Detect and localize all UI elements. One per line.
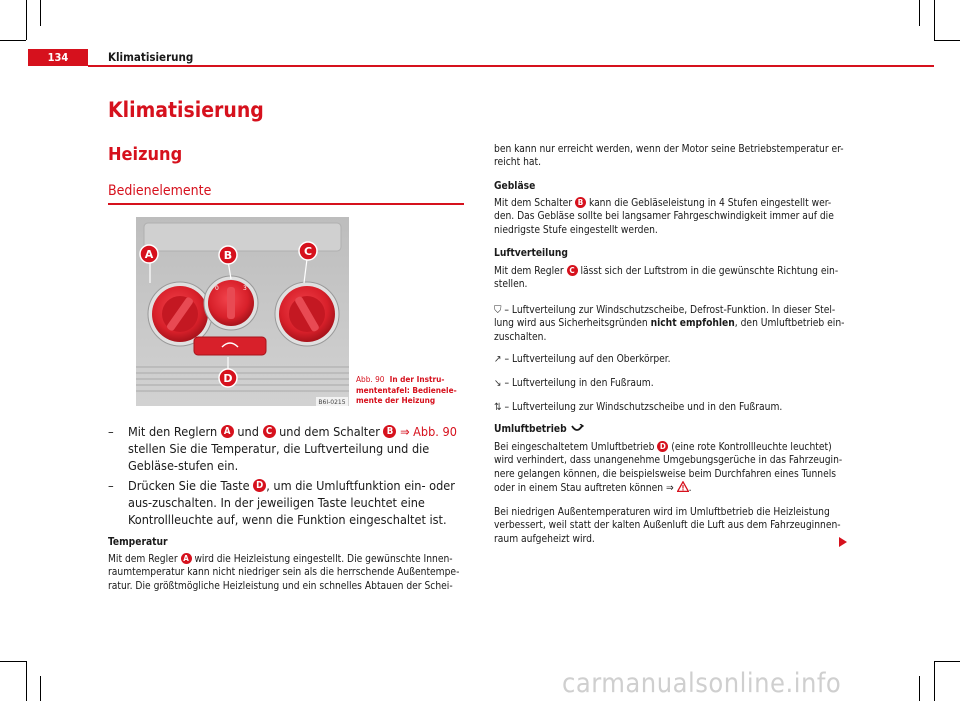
windshield-footwell-text: – Luftverteilung zur Windschutzscheibe und in den Fußraum. (504, 402, 783, 413)
letter-c-badge: C (263, 425, 276, 438)
bullet1-text: und (237, 424, 259, 439)
crop-mark (934, 0, 935, 40)
luftverteilung-paragraph (494, 265, 849, 292)
subsection-heading: Bedienelemente (108, 183, 212, 199)
crop-mark (919, 0, 920, 26)
crop-mark (0, 661, 26, 662)
callout-d-label: D (223, 372, 233, 385)
crop-mark (26, 661, 27, 701)
bullet1-text: stellen Sie die Temperatur, die Luftverteilung und die Gebläse-stufen ein. (128, 441, 430, 473)
recirculation-icon (570, 424, 584, 433)
letter-d-badge: D (253, 479, 266, 492)
crop-mark (934, 40, 960, 41)
umluft-heading (494, 424, 849, 435)
geblaese-paragraph (494, 197, 849, 237)
umluft-paragraph: Bei eingeschaltetem Umluftbetrieb D (eine rote Kontrollleuchte leuchtet) wird verhindert, dass unangenehme Umgebungsgerüche in das Fahrzeugin-nere gelangen können, die beispielsweise beim Durchfahren eines Tunnels oder in einem Stau auftreten können ⇒ . (494, 442, 843, 494)
upper-body-text: – Luftverteilung auf den Oberkörper. (504, 354, 671, 365)
bullet2-text: , um die Umluftfunktion ein- oder aus-zuschalten. In der jeweiligen Taste leuchtet eine Kontrollleuchte auf, wenn die Funktion eingeschaltet ist. (128, 478, 455, 527)
header-rule (88, 65, 934, 67)
luft-text: Mit dem Regler (494, 266, 564, 277)
knob-c (275, 282, 339, 346)
crop-mark (40, 0, 41, 26)
recirculation-button-d (194, 337, 266, 355)
upper-body-item (494, 353, 849, 366)
crop-mark (26, 0, 27, 40)
continue-arrow-icon (839, 537, 847, 547)
bullet1-text: Mit den Reglern (128, 424, 218, 439)
temperatur-text: Mit dem Regler (108, 554, 178, 565)
section-heading: Heizung (108, 144, 183, 165)
letter-a-badge: A (181, 553, 192, 564)
callout-d (219, 369, 237, 387)
knob-a (148, 282, 212, 346)
warning-triangle-icon[interactable] (677, 481, 689, 492)
figure-caption-label: Abb. 90 (356, 374, 385, 384)
defrost-text: – Luftverteilung zur Windschutzscheibe, Defrost-Funktion. In dieser Stel-lung wird aus Sicherheitsgründen (494, 305, 836, 330)
callout-a-label: A (144, 248, 154, 261)
crop-mark (934, 661, 960, 662)
bullet2-text: Drücken Sie die Taste (128, 478, 250, 493)
instruction-bullet-1: – Mit den Reglern A und C und dem Schalter B ⇒ Abb. 90 stellen Sie die Temperatur, die Luftverteilung und die Gebläse-stufen ein. (108, 424, 457, 473)
letter-c-badge: C (567, 265, 578, 276)
geblaese-text: Mit dem Schalter (494, 198, 573, 209)
callout-c-label: C (303, 245, 313, 258)
upper-body-air-icon: ↗ (494, 354, 502, 365)
page-number: 134 (47, 51, 69, 64)
figure-reference-link[interactable]: ⇒ Abb. 90 (400, 424, 457, 439)
temperatur-paragraph (108, 553, 468, 593)
heating-controls-illustration (136, 217, 349, 406)
umluft-text: (eine rote Kontrollleuchte leuchtet) wird verhindert, dass unangenehme Umgebungsgerüche in das Fahrzeugin-nere gelangen können, die beispielsweise beim Durchfahren eines Tunnels oder in einem Stau auftreten können (494, 442, 843, 494)
low-temperature-paragraph: Bei niedrigen Außentemperaturen wird im Umluftbetrieb die Heizleistung verbessert, weil statt der kalten Außenluft die Luft aus dem Fahrzeuginnen-raum aufgeheizt wird. (494, 507, 841, 545)
knob-b (204, 276, 258, 330)
footwell-text: – Luftverteilung in den Fußraum. (504, 378, 654, 389)
callout-a (140, 245, 158, 263)
defrost-emphasis: nicht empfohlen (650, 318, 735, 330)
figure-code: B6I-0215 (318, 399, 346, 406)
crop-mark (0, 40, 26, 41)
page-title: Klimatisierung (108, 98, 264, 122)
crop-mark (919, 676, 920, 701)
letter-b-badge: B (575, 197, 586, 208)
temperatur-heading: Temperatur (108, 537, 168, 548)
windshield-defrost-icon: ⛉ (494, 305, 502, 316)
callout-b-label: B (223, 249, 233, 262)
bullet1-text: und dem Schalter (279, 424, 380, 439)
letter-b-badge: B (383, 425, 396, 438)
svg-text:3: 3 (243, 285, 247, 292)
footwell-item (494, 377, 849, 390)
svg-text:0: 0 (215, 285, 219, 292)
crop-mark (40, 676, 41, 701)
subsection-rule (108, 203, 464, 205)
footwell-air-icon: ↘ (494, 378, 502, 389)
geblaese-text: kann die Gebläseleistung in 4 Stufen eingestellt wer-den. Das Gebläse sollte bei langsamer Fahrgeschwindigkeit immer auf die niedrigste Stufe eingestellt werden. (494, 198, 834, 236)
continuation-paragraph: ben kann nur erreicht werden, wenn der Motor seine Betriebstemperatur er-reicht hat. (494, 144, 844, 169)
umluft-heading-text: Umluftbetrieb (494, 424, 567, 435)
defrost-text: , den Umluftbetrieb ein-zuschalten. (494, 318, 845, 343)
warning-reference[interactable]: ⇒ (665, 482, 674, 494)
callout-c (299, 242, 317, 260)
luftverteilung-heading: Luftverteilung (494, 248, 568, 259)
luft-text: lässt sich der Luftstrom in die gewünschte Richtung ein-stellen. (494, 266, 839, 291)
figure-caption (356, 374, 466, 406)
windshield-footwell-air-icon: ⇅ (494, 402, 502, 413)
crop-mark (934, 661, 935, 701)
watermark: carmanualsonline.info (562, 668, 842, 699)
defrost-paragraph (494, 304, 849, 344)
letter-a-badge: A (221, 425, 234, 438)
heating-controls-figure (136, 217, 349, 406)
umluft-text: Bei eingeschaltetem Umluftbetrieb (494, 442, 655, 453)
windshield-footwell-item (494, 401, 849, 414)
temperatur-text: wird die Heizleistung eingestellt. Die gewünschte Innen-raumtemperatur kann nicht niedriger sein als die herrschende Außentempe-ratur. Die größtmögliche Heizleistung und ein schnelles Abtauen der Schei- (108, 554, 460, 592)
figure-caption-text: In der Instru-mententafel: Bedienele-mente der Heizung (356, 374, 457, 405)
instruction-bullet-2: – Drücken Sie die Taste D , um die Umluftfunktion ein- oder aus-zuschalten. In der jeweiligen Taste leuchtet eine Kontrollleuchte auf, wenn die Funktion eingeschaltet ist. (108, 478, 455, 527)
letter-d-badge: D (657, 441, 668, 452)
callout-b (219, 246, 237, 264)
geblaese-heading: Gebläse (494, 181, 536, 192)
running-title: Klimatisierung (108, 50, 194, 64)
